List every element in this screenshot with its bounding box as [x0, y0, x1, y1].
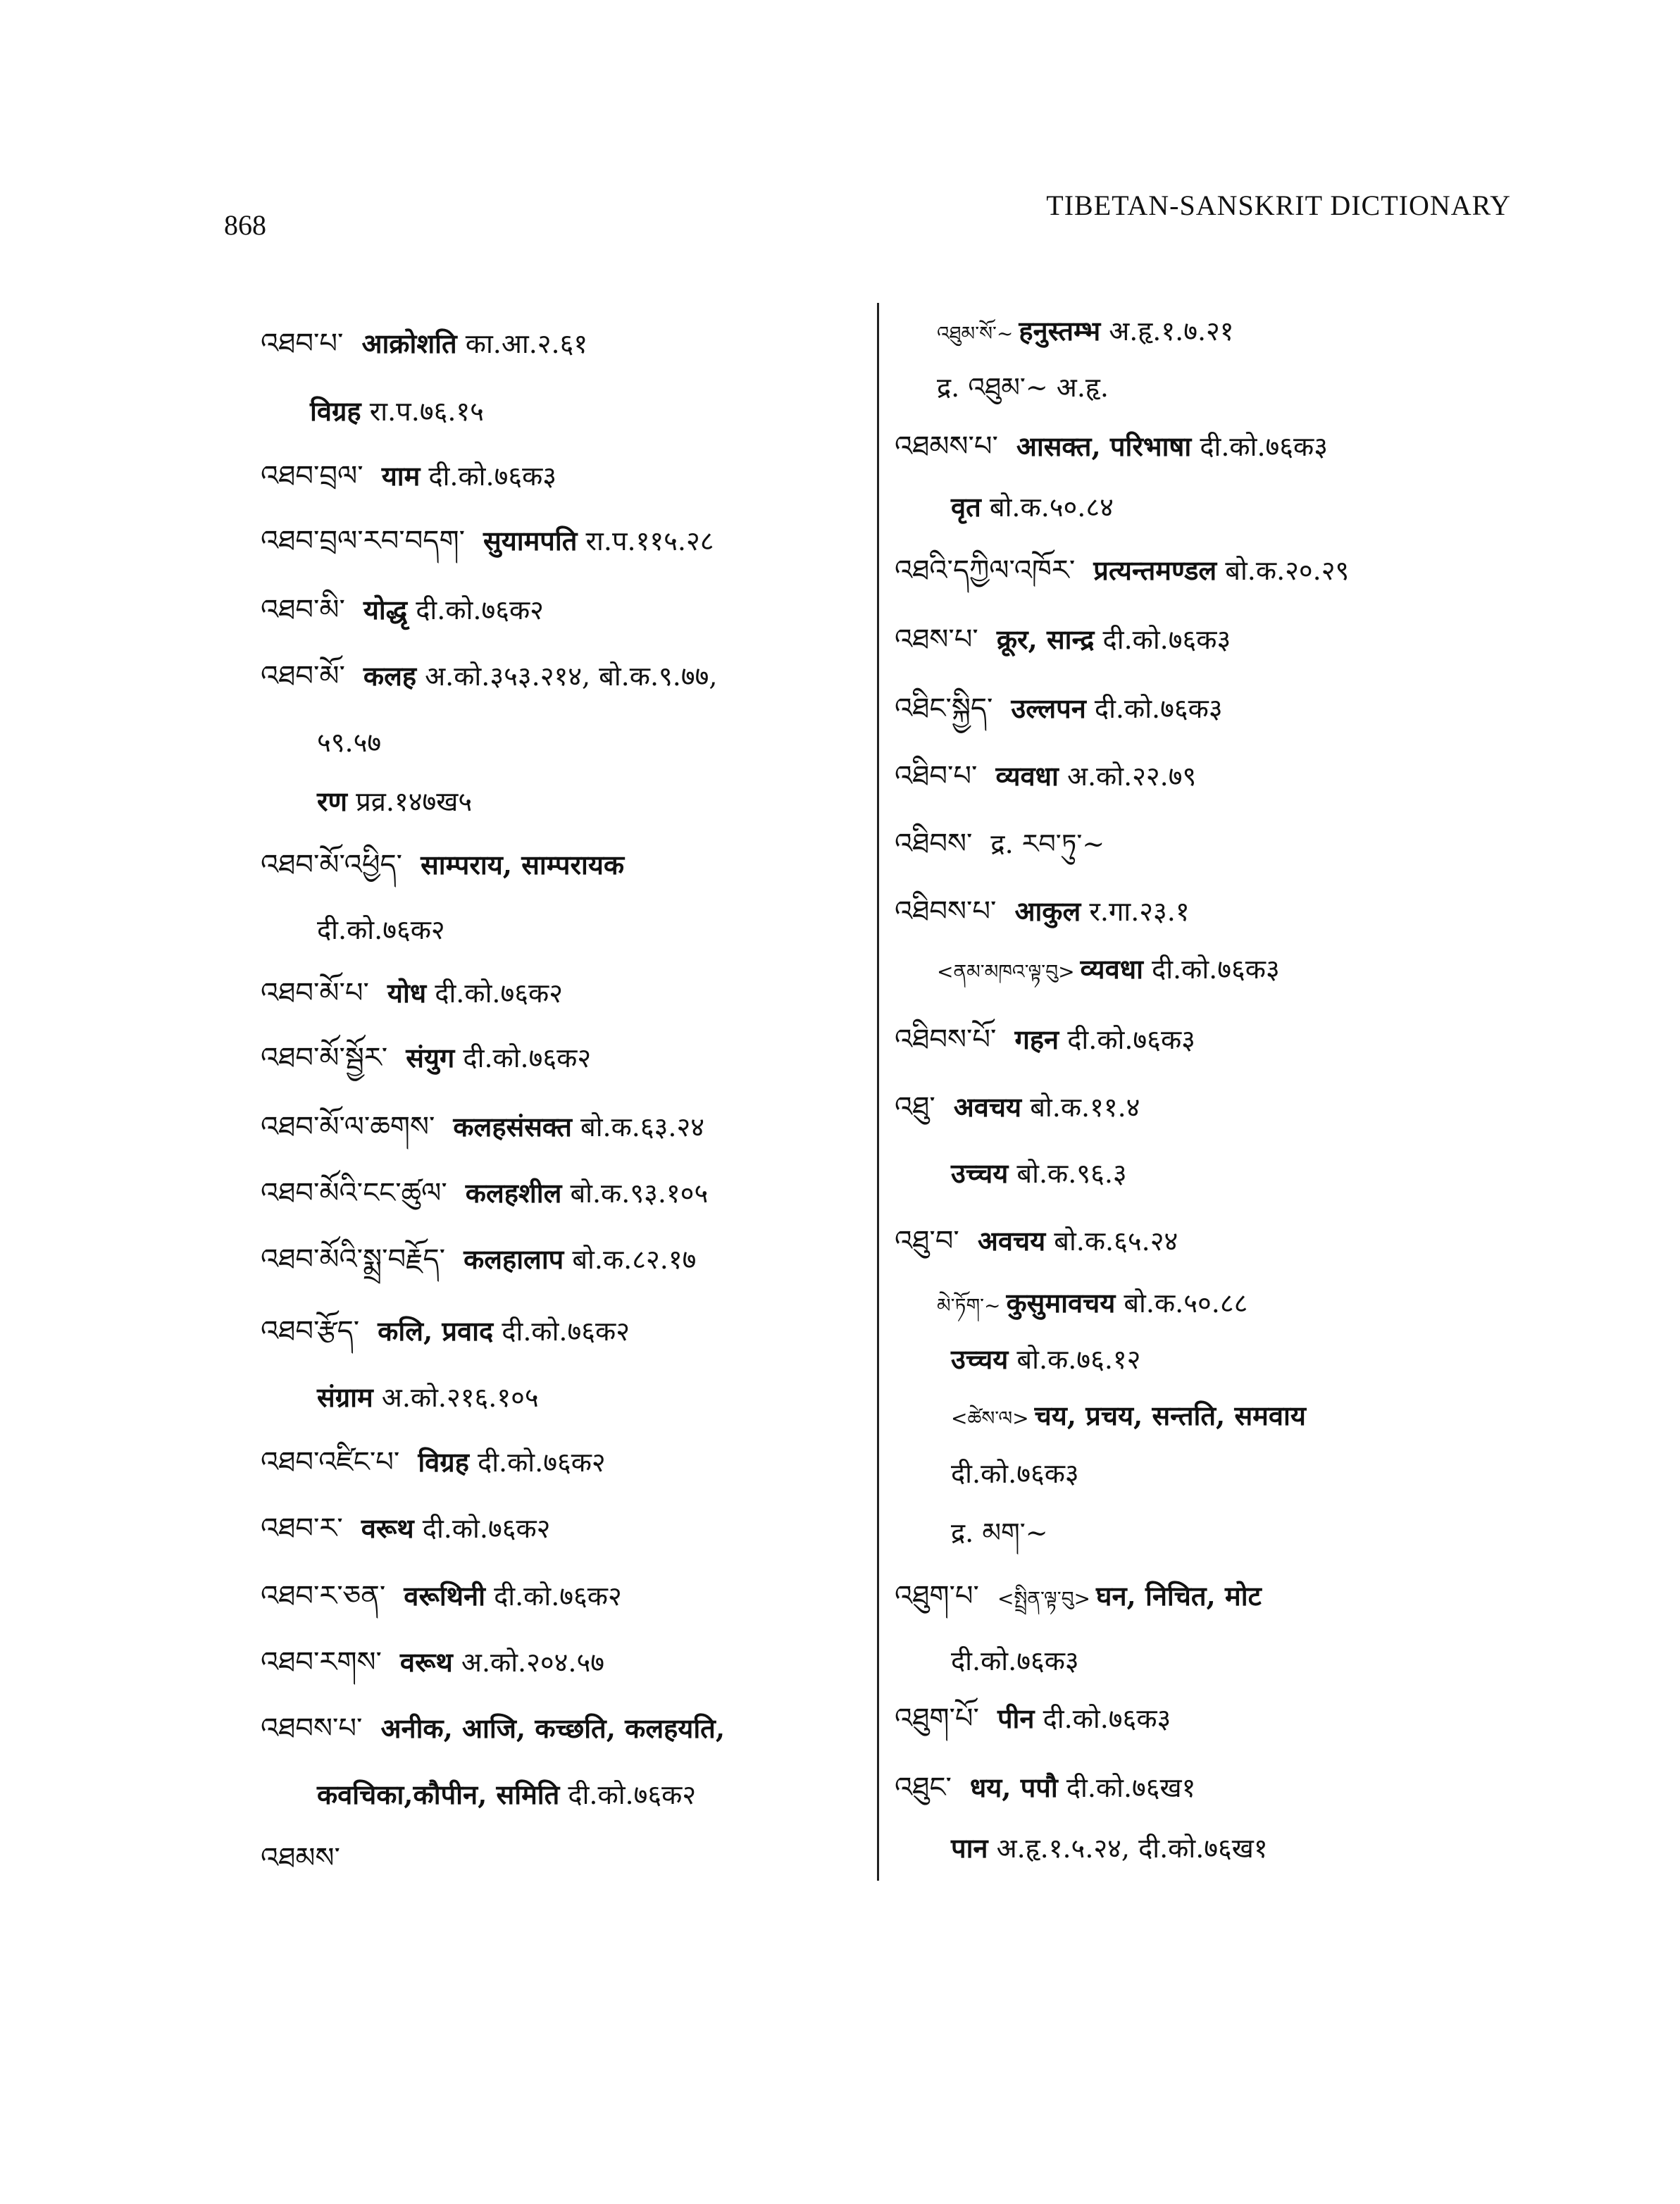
cross-reference: द्र. རབ་ཏུ་~ — [990, 828, 1105, 859]
sanskrit-term: चय, प्रचय, सन्तति, समवाय — [1034, 1400, 1306, 1431]
tibetan-headword: འཐབ་བྲལ་ — [261, 460, 363, 492]
source-ref: अ.को.२०४.५७ — [461, 1647, 605, 1678]
sanskrit-term: कलहालाप — [463, 1243, 564, 1275]
sanskrit-term: वरूथ — [399, 1646, 453, 1678]
entry-line — [261, 1441, 606, 1483]
running-title: TIBETAN-SANSKRIT DICTIONARY — [1046, 189, 1511, 221]
entry-line — [895, 823, 1105, 865]
sanskrit-term: साम्पराय, साम्परायक — [421, 849, 625, 880]
source-ref: अ.को.२२.७९ — [1066, 761, 1197, 792]
tibetan-headword: འཐབ་མོ་འཕྱིད་ — [261, 849, 403, 881]
entry-line — [261, 1310, 630, 1352]
entry-line — [895, 687, 1223, 730]
sanskrit-term: रण — [317, 785, 348, 817]
tibetan-headword: འཐབ་འཛིང་པ་ — [261, 1446, 400, 1478]
entry-line — [261, 1774, 696, 1816]
source-ref: दी.को.७६क२ — [502, 1316, 630, 1347]
entry-line — [895, 1767, 1195, 1809]
entry-line — [261, 1106, 704, 1148]
sanskrit-term: योद्धृ — [363, 594, 408, 625]
entry-line — [261, 1376, 539, 1419]
tibetan-headword: འཐབ་བྲལ་རབ་བདག་ — [261, 525, 465, 557]
entry-line — [895, 425, 1328, 468]
entry-line — [261, 1837, 359, 1879]
tibetan-subphrase: མེ་ཏོག་~ — [937, 1294, 1001, 1317]
tibetan-headword: འཐབ་ར་ — [261, 1512, 343, 1545]
entry-line — [895, 486, 1114, 528]
entry-line — [261, 972, 563, 1014]
tibetan-headword: འཐབ་མོ་ལ་ཆགས་ — [261, 1111, 435, 1143]
entry-line — [895, 890, 1190, 933]
source-ref: दी.को.७६क३ — [951, 1645, 1079, 1676]
sanskrit-term: पान — [951, 1832, 988, 1864]
sanskrit-term: विग्रह — [418, 1446, 469, 1478]
tibetan-headword: འཐའི་དཀྱིལ་འཁོར་ — [895, 554, 1076, 587]
source-ref: दी.को.७६ख१ — [1066, 1772, 1196, 1803]
sanskrit-term: योध — [387, 977, 427, 1009]
sanskrit-term: विग्रह — [310, 395, 361, 427]
source-ref: बो.क.७६.१२ — [1016, 1344, 1141, 1375]
sanskrit-term: वृत — [951, 491, 981, 523]
source-ref: बो.क.६५.२४ — [1054, 1226, 1178, 1257]
cross-reference: द्र. འཐུམ་~ अ.हृ. — [937, 372, 1109, 403]
tibetan-subphrase: <ནམ་མཁའ་ལྟ་བུ> — [937, 960, 1075, 983]
entry-line — [261, 390, 484, 432]
sanskrit-term: वरूथिनी — [404, 1580, 485, 1612]
entry-line — [261, 589, 544, 631]
entry-line — [261, 520, 714, 562]
entry-line — [895, 310, 1234, 355]
sanskrit-term: कलि, प्रवाद — [378, 1315, 494, 1347]
source-ref: बो.क.९६.३ — [1016, 1158, 1127, 1189]
source-ref: दी.को.७६क३ — [1043, 1703, 1171, 1734]
source-ref: रा.प.७६.१५ — [369, 396, 484, 427]
page-number: 868 — [224, 209, 266, 241]
entry-line — [261, 1172, 708, 1214]
source-ref: दी.को.७६क३ — [428, 461, 557, 492]
entry-line — [895, 1019, 1195, 1061]
source-ref: अ.हृ.१.५.२४, दी.को.७६ख१ — [996, 1833, 1268, 1864]
source-ref: दी.को.७६क२ — [422, 1513, 551, 1544]
entry-line — [895, 618, 1231, 661]
tibetan-subphrase: <ཚེས་ལ> — [951, 1407, 1029, 1430]
source-ref: बो.क.२०.२९ — [1225, 555, 1350, 586]
tibetan-headword: འཐུ་ — [895, 1091, 935, 1123]
entry-line — [261, 455, 556, 497]
sanskrit-term: अनीक, आजि, कच्छति, कलहयति, — [380, 1712, 726, 1744]
entry-line — [895, 948, 1280, 993]
source-ref: दी.को.७६क३ — [1094, 693, 1223, 724]
column-rule — [877, 303, 879, 1881]
sanskrit-term: हनुस्तम्भ — [1019, 315, 1101, 347]
entry-line — [895, 1152, 1127, 1195]
source-ref: बो.क.९३.१०५ — [570, 1178, 709, 1209]
source-ref: का.आ.२.६१ — [465, 328, 588, 359]
source-ref: रा.प.११५.२८ — [585, 525, 714, 556]
sanskrit-term: कवचिका,कौपीन, समिति — [317, 1779, 560, 1810]
source-ref: दी.को.७६क२ — [416, 594, 544, 625]
entry-line — [895, 1698, 1171, 1740]
sanskrit-term: कलहशील — [465, 1177, 562, 1209]
sanskrit-term: वरूथ — [361, 1512, 414, 1544]
sanskrit-term: उच्चय — [951, 1157, 1009, 1189]
sanskrit-term: आकुल — [1014, 895, 1081, 927]
sanskrit-term: संयुग — [406, 1042, 455, 1073]
entry-line — [261, 1575, 622, 1617]
source-ref: अ.हृ.१.७.२१ — [1109, 316, 1234, 347]
tibetan-headword: འཐས་པ་ — [895, 623, 978, 656]
entry-line — [261, 721, 381, 764]
entry-line — [261, 1707, 725, 1750]
tibetan-headword: འཐབ་མོའི་ངང་ཚུལ་ — [261, 1177, 447, 1209]
tibetan-headword: འཐུག་པ་ — [895, 1580, 979, 1612]
source-ref: बो.क.११.४ — [1030, 1092, 1140, 1123]
tibetan-headword: འཐབ་ར་ཅན་ — [261, 1580, 386, 1612]
source-ref: दी.को.७६क३ — [1067, 1024, 1195, 1055]
entry-line — [261, 1238, 696, 1281]
sanskrit-term: कुसुमावचय — [1006, 1287, 1116, 1319]
tibetan-headword: འཐིབས་པོ་ — [895, 1023, 997, 1056]
tibetan-headword: འཐིབ་པ་ — [895, 760, 978, 792]
entry-line — [895, 1395, 1306, 1440]
entry-line — [895, 755, 1196, 797]
entry-line — [261, 1037, 591, 1079]
entry-line — [895, 1640, 1079, 1682]
tibetan-headword: འཐུག་པོ་ — [895, 1702, 979, 1735]
tibetan-headword: འཐིང་སྐྱིད་ — [895, 692, 993, 725]
source-ref: दी.को.७६क३ — [1102, 624, 1231, 655]
tibetan-headword: འཐབ་པ་ — [261, 328, 344, 360]
source-ref: बो.क.५०.८८ — [1124, 1288, 1248, 1319]
sanskrit-term: उच्चय — [951, 1343, 1009, 1375]
sanskrit-term: व्यवधा — [995, 760, 1059, 792]
entry-line — [261, 909, 445, 951]
sanskrit-term: अवचय — [953, 1091, 1022, 1123]
tibetan-headword: འཐམས་ — [261, 1842, 340, 1874]
tibetan-subphrase: འཐུམ་སོ་~ — [937, 322, 1014, 345]
sanskrit-term: आक्रोशति — [361, 328, 457, 359]
source-ref: अ.को.३५३.२१४, बो.क.९.७७, — [425, 661, 718, 692]
entry-line — [261, 655, 717, 697]
tibetan-subphrase: <སྤྲིན་ལྟ་བུ> — [997, 1587, 1090, 1610]
source-ref: दी.को.७६क३ — [1152, 954, 1280, 985]
tibetan-headword: འཐབ་རགས་ — [261, 1646, 382, 1679]
sanskrit-term: प्रत्यन्तमण्डल — [1093, 554, 1217, 586]
sanskrit-term: कलहसंसक्त — [453, 1111, 572, 1143]
sanskrit-term: धय, पपौ — [969, 1772, 1058, 1803]
entry-line — [895, 1338, 1140, 1381]
entry-line — [261, 780, 472, 823]
sanskrit-term: क्रूर, सान्द्र — [996, 623, 1095, 655]
entry-line — [895, 1575, 1262, 1620]
source-ref: बो.क.८२.१७ — [572, 1244, 697, 1275]
sanskrit-term: अवचय — [977, 1225, 1046, 1257]
tibetan-headword: འཐིབས་པ་ — [895, 895, 997, 928]
tibetan-headword: འཐབ་རྩོད་ — [261, 1315, 360, 1347]
cross-reference: द्र. མག་~ — [951, 1517, 1048, 1548]
sanskrit-term: संग्राम — [317, 1381, 373, 1413]
entry-line — [895, 1220, 1178, 1262]
entry-line — [895, 1086, 1140, 1128]
entry-line — [261, 1507, 550, 1550]
sanskrit-term: व्यवधा — [1080, 953, 1143, 985]
sanskrit-term: कलह — [363, 660, 417, 692]
source-ref: दी.को.७६क२ — [463, 1042, 592, 1073]
sanskrit-term: याम — [381, 460, 421, 492]
sanskrit-term: आसक्त, परिभाषा — [1016, 430, 1192, 462]
source-ref: दी.को.७६क२ — [568, 1779, 697, 1810]
source-ref: बो.क.६३.२४ — [580, 1112, 705, 1143]
sanskrit-term: गहन — [1014, 1023, 1059, 1055]
entry-line — [261, 844, 624, 886]
sanskrit-term: पीन — [997, 1702, 1035, 1734]
source-ref: दी.को.७६क२ — [435, 978, 563, 1009]
entry-line — [261, 323, 587, 365]
entry-line — [895, 1512, 1048, 1554]
tibetan-headword: འཐབ་མི་ — [261, 594, 345, 626]
source-ref: ५९.५७ — [317, 727, 382, 758]
tibetan-headword: འཐུང་ — [895, 1772, 952, 1804]
source-ref: प्रव्र.१४७ख५ — [356, 786, 473, 817]
tibetan-headword: འཐབས་པ་ — [261, 1712, 363, 1745]
entry-line — [261, 1641, 604, 1683]
tibetan-headword: འཐམས་པ་ — [895, 430, 998, 463]
tibetan-headword: འཐབ་མོ་པ་ — [261, 977, 369, 1009]
tibetan-headword: འཐབ་མོའི་སྨྲ་བརྗོད་ — [261, 1243, 446, 1276]
sanskrit-term: घन, निचित, मोट — [1095, 1580, 1262, 1612]
source-ref: अ.को.२१६.१०५ — [381, 1382, 539, 1413]
entry-line — [895, 1827, 1268, 1869]
tibetan-headword: འཐུ་བ་ — [895, 1225, 959, 1257]
source-ref: दी.को.७६क२ — [317, 914, 445, 945]
entry-line — [895, 1452, 1079, 1495]
source-ref: दी.को.७६क३ — [1200, 431, 1328, 462]
tibetan-headword: འཐབ་མོ་ — [261, 660, 345, 692]
entry-line — [895, 549, 1349, 592]
entry-line — [895, 1282, 1247, 1327]
tibetan-headword: འཐབ་མོ་སྦྱོར་ — [261, 1042, 388, 1074]
source-ref: र.गा.२३.१ — [1089, 896, 1190, 927]
source-ref: दी.को.७६क२ — [494, 1581, 622, 1612]
sanskrit-term: सुयामपति — [483, 525, 578, 556]
source-ref: दी.को.७६क२ — [478, 1447, 606, 1478]
source-ref: बो.क.५०.८४ — [989, 492, 1114, 523]
entry-line — [895, 366, 1109, 409]
tibetan-headword: འཐིབས་ — [895, 828, 973, 860]
sanskrit-term: उल्लपन — [1011, 692, 1086, 724]
source-ref: दी.को.७६क३ — [951, 1458, 1079, 1489]
